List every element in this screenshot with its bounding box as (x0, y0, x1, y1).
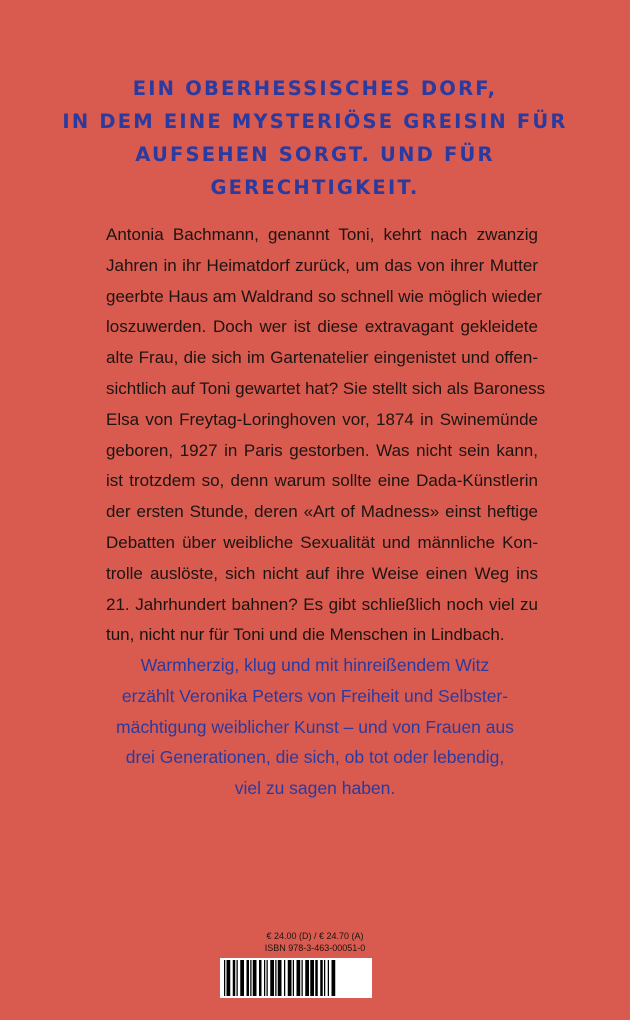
blurb-line: sichtlich auf Toni gewartet hat? Sie stellt sich als Baroness (106, 378, 546, 398)
headline-line-2: IN DEM EINE MYSTERIÖSE GREISIN FÜR (62, 110, 568, 133)
barcode-bar (267, 960, 268, 996)
barcode-bar (227, 960, 231, 996)
tagline-line-4: drei Generationen, die sich, ob tot oder lebendig, (125, 747, 505, 768)
headline-line-1: EIN OBERHESSISCHES DORF, (132, 77, 498, 100)
barcode-bar (320, 960, 323, 996)
barcode-bar (233, 960, 236, 996)
barcode-bar (288, 960, 292, 996)
barcode-bar (328, 960, 329, 996)
barcode-bar (278, 960, 282, 996)
barcode-bar (275, 960, 276, 996)
headline-line-3: AUFSEHEN SORGT. UND FÜR (135, 143, 495, 166)
blurb-line: loszuwerden. Doch wer ist diese extravagant gekleidete (106, 317, 538, 337)
tagline (0, 650, 630, 804)
barcode-bar (324, 960, 325, 996)
barcode-bar (224, 960, 225, 996)
barcode (220, 958, 372, 998)
barcode-bar (240, 960, 244, 996)
barcode-bar (305, 960, 309, 996)
barcode-bar (302, 960, 303, 996)
blurb-line: der ersten Stunde, deren «Art of Madness» einst heftige (106, 502, 538, 522)
barcode-bar (247, 960, 250, 996)
blurb-line: Antonia Bachmann, genannt Toni, kehrt nach zwanzig (106, 225, 538, 244)
price-block (0, 930, 630, 954)
blurb-line: Elsa von Freytag-Loringhoven vor, 1874 in Swinemünde (106, 409, 538, 429)
blurb-line: alte Frau, die sich im Gartenatelier eingenistet und offen- (106, 348, 538, 368)
barcode-bar (250, 960, 251, 996)
blurb-line: geboren, 1927 in Paris gestorben. Was nicht sein kann, (106, 440, 538, 460)
barcode-graphic (220, 958, 372, 998)
barcode-bar (332, 960, 336, 996)
barcode-bar (284, 960, 285, 996)
barcode-bar (237, 960, 238, 996)
barcode-bar (270, 960, 274, 996)
blurb-line: 21. Jahrhundert bahnen? Es gibt schließlich noch viel zu (106, 594, 538, 614)
blurb-line: geerbte Haus am Waldrand so schnell wie möglich wieder (106, 286, 542, 306)
tagline-line-5: viel zu sagen haben. (234, 778, 396, 799)
blurb-line: ist trotzdem so, denn warum sollte eine Dada-Künstlerin (106, 471, 538, 491)
blurb-line: tun, nicht nur für Toni und die Menschen in Lindbach. (106, 625, 505, 645)
isbn-text: ISBN 978-3-463-00051-0 (264, 943, 366, 953)
tagline-line-3: mächtigung weiblicher Kunst – und von Frauen aus (116, 716, 514, 737)
tagline-line-2: erzählt Veronika Peters von Freiheit und Selbster- (121, 685, 509, 706)
headline (0, 72, 630, 204)
headline-line-4: GERECHTIGKEIT. (210, 176, 420, 199)
barcode-bar (297, 960, 301, 996)
barcode-bar (315, 960, 318, 996)
blurb-text (106, 220, 546, 651)
blurb-line: Debatten über weibliche Sexualität und männliche Kon- (106, 532, 538, 552)
barcode-bar (264, 960, 265, 996)
barcode-bar (259, 960, 262, 996)
barcode-bar (253, 960, 257, 996)
tagline-line-1: Warmherzig, klug und mit hinreißendem Witz (140, 655, 490, 675)
blurb-line: Jahren in ihr Heimatdorf zurück, um das von ihrer Mutter (106, 255, 538, 275)
price-text: € 24.00 (D) / € 24.70 (A) (266, 931, 364, 941)
blurb-line: trolle auslöste, sich nicht auf ihre Weise einen Weg ins (106, 563, 538, 583)
barcode-bar (293, 960, 294, 996)
barcode-bar (310, 960, 314, 996)
